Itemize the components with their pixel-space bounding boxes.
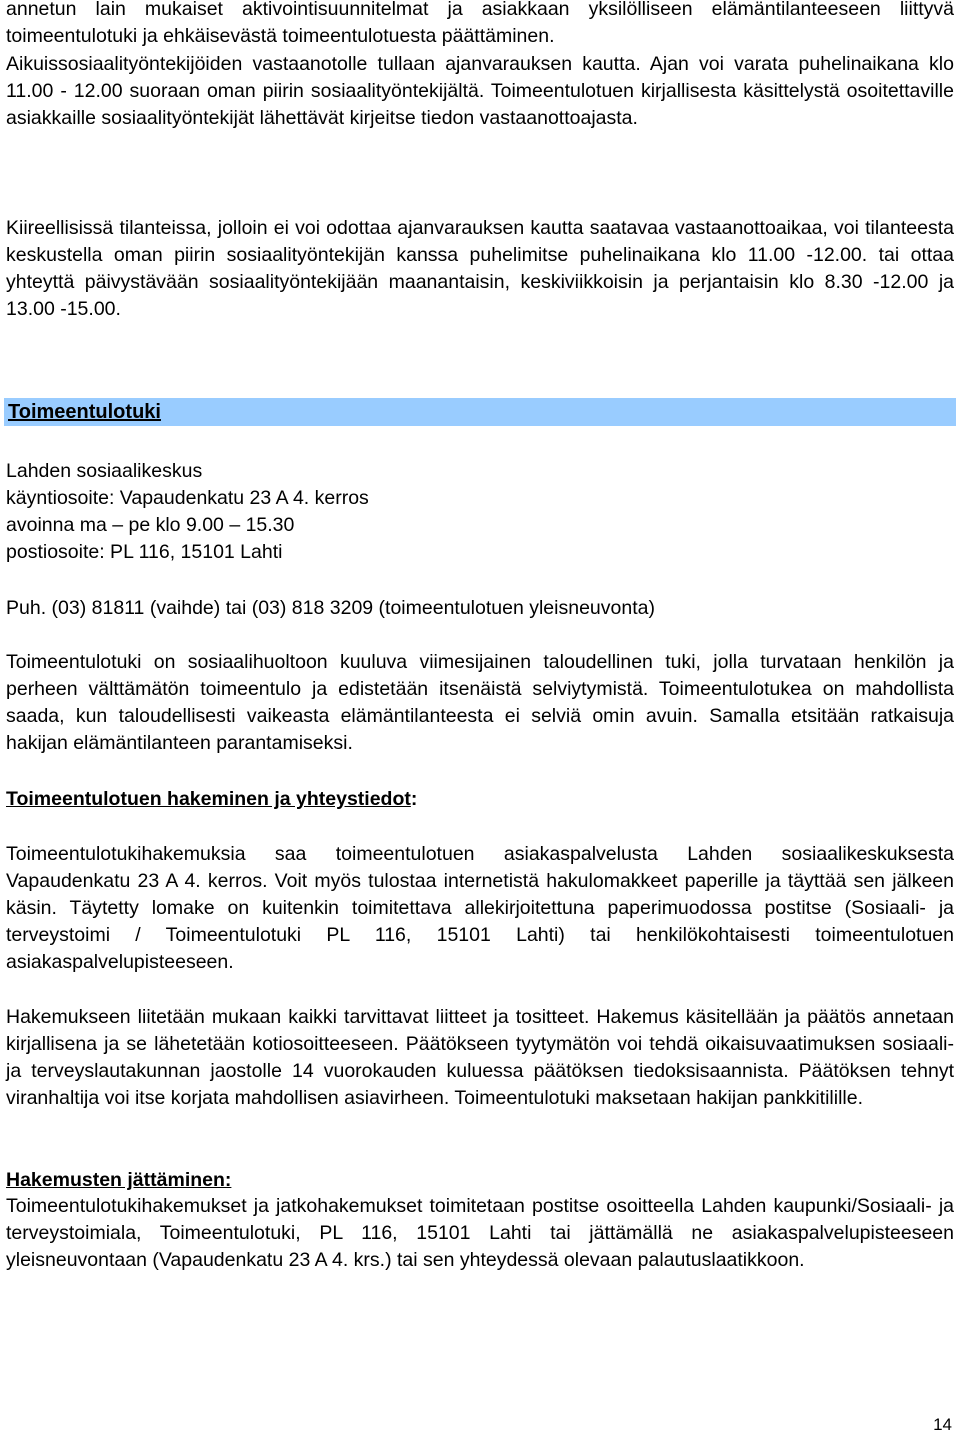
- submitting-heading: [6, 1167, 231, 1194]
- section-title: Toimeentulotuki: [8, 401, 161, 423]
- applying-paragraph-1: Toimeentulotukihakemuksia saa toimeentulotuen asiakaspalvelusta Lahden sosiaalikeskuksesta Vapaudenkatu 23 A 4. kerros. Voit myös tulostaa internetistä hakulomakkeet paperille ja täyttää sen jälkeen käsin. Täytetty lomake on kuitenkin toimitettava allekirjoitettuna paperimuodossa postitse (Sosiaali- ja terveystoimi / Toimeentulotuki PL 116, 15101 Lahti) tai henkilökohtaisesti toimeentulotuen asiakaspalvelupisteeseen.: [6, 843, 954, 973]
- address-line-visit: käyntiosoite: Vapaudenkatu 23 A 4. kerros: [6, 487, 369, 509]
- applying-heading-colon: :: [410, 788, 418, 810]
- section-banner: [4, 398, 956, 426]
- office-address: [6, 458, 369, 566]
- applying-heading-text: Toimeentulotuen hakeminen ja yhteystiedot: [6, 788, 411, 810]
- phone-line: Puh. (03) 81811 (vaihde) tai (03) 818 3209 (toimeentulotuen yleisneuvonta): [6, 597, 655, 619]
- intro-paragraph-1: annetun lain mukaiset aktivointisuunnitelmat ja asiakkaan yksilölliseen elämäntilanteeseen liittyvä toimeentulotuki ja ehkäisevästä toimeentulotuesta päättäminen.: [6, 0, 954, 47]
- intro-paragraph-3: Kiireellisissä tilanteissa, jolloin ei voi odottaa ajanvarauksen kautta saatavaa vastaanottoaikaa, voi tilanteesta keskustella oman piirin sosiaalityöntekijän kanssa puhelimitse puhelinaikana klo 11.00 -12.00. tai ottaa yhteyttä päivystävään sosiaalityöntekijään maanantaisin, keskiviikkoisin ja perjantaisin klo 8.30 -12.00 ja 13.00 -15.00.: [6, 217, 954, 320]
- address-line-office: Lahden sosiaalikeskus: [6, 460, 203, 482]
- submitting-paragraph: Toimeentulotukihakemukset ja jatkohakemukset toimitetaan postitse osoitteella Lahden kaupunki/Sosiaali- ja terveystoimiala, Toimeentulotuki, PL 116, 15101 Lahti tai jättämällä ne asiakaspalvelupisteeseen yleisneuvontaan (Vapaudenkatu 23 A 4. krs.) tai sen yhteydessä olevaan palautuslaatikkoon.: [6, 1195, 954, 1271]
- address-line-hours: avoinna ma – pe klo 9.00 – 15.30: [6, 514, 295, 536]
- page-number: 14: [933, 1415, 952, 1434]
- submitting-heading-text: Hakemusten jättäminen:: [6, 1169, 232, 1191]
- intro-paragraph-2: Aikuissosiaalityöntekijöiden vastaanotolle tullaan ajanvarauksen kautta. Ajan voi varata puhelinaikana klo 11.00 - 12.00 suoraan oman piirin sosiaalityöntekijältä. Toimeentulotuen kirjallisesta käsittelystä osoitettaville asiakkaille sosiaalityöntekijät lähettävät kirjeitse tiedon vastaanottoajasta.: [6, 53, 954, 129]
- applying-paragraph-2: Hakemukseen liitetään mukaan kaikki tarvittavat liitteet ja tositteet. Hakemus käsitellään ja päätös annetaan kirjallisena ja se lähetetään kotiosoitteeseen. Päätökseen tyytymätön voi tehdä oikaisuvaatimuksen sosiaali- ja terveyslautakunnan jaostolle 14 vuorokauden kuluessa päätöksen tiedoksisaannista. Päätöksen tehnyt viranhaltija voi itse korjata mahdollisen asiavirheen. Toimeentulotuki maksetaan hakijan pankkitilille.: [6, 1006, 954, 1109]
- applying-heading: [6, 786, 417, 813]
- address-line-post: postiosoite: PL 116, 15101 Lahti: [6, 541, 283, 563]
- description-paragraph: Toimeentulotuki on sosiaalihuoltoon kuuluva viimesijainen taloudellinen tuki, jolla turvataan henkilön ja perheen välttämätön toimeentulo ja edistetään itsenäistä selviytymistä. Toimeentulotukea on mahdollista saada, kun taloudellisesti vaikeasta elämäntilanteesta ei selviä omin avuin. Samalla etsitään ratkaisuja hakijan elämäntilanteen parantamiseksi.: [6, 651, 954, 754]
